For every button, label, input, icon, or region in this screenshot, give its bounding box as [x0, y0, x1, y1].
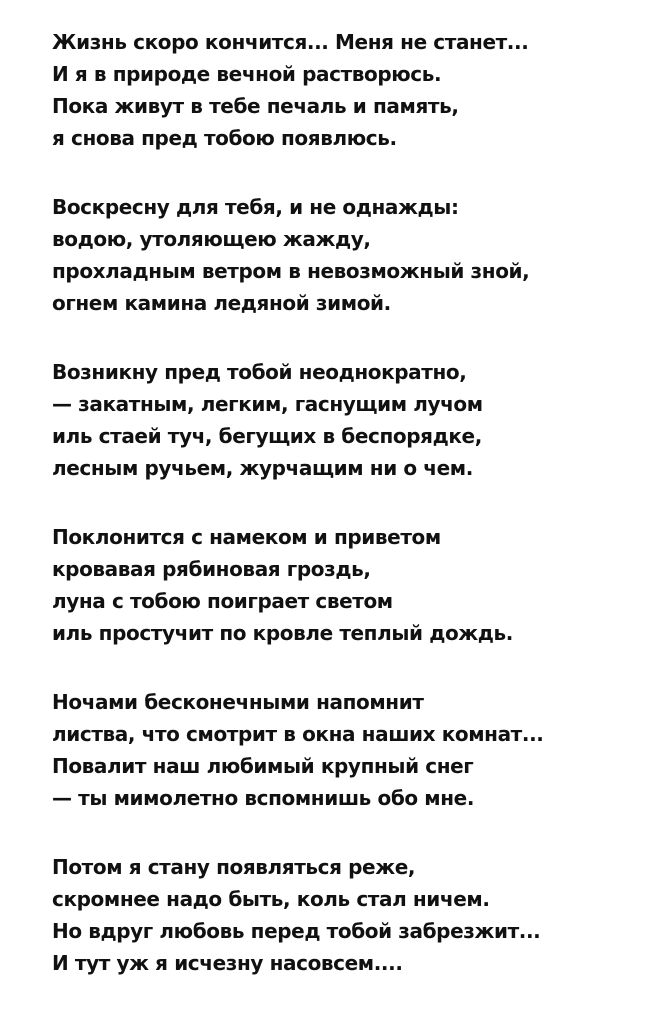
- poem-line: лесным ручьем, журчащим ни о чем.: [52, 456, 473, 480]
- stanza-5: [52, 686, 642, 814]
- poem-line: иль стаей туч, бегущих в беспорядке,: [52, 424, 482, 448]
- stanza-6: [52, 851, 642, 979]
- poem-line: Ночами бесконечными напомнит: [52, 690, 424, 714]
- poem-line: Но вдруг любовь перед тобой забрезжит...: [52, 919, 541, 943]
- poem-line: Пока живут в тебе печаль и память,: [52, 94, 459, 118]
- poem-line: иль простучит по кровле теплый дождь.: [52, 621, 513, 645]
- poem-line: скромнее надо быть, коль стал ничем.: [52, 887, 490, 911]
- poem-line: водою, утоляющею жажду,: [52, 227, 371, 251]
- poem-line: И тут уж я исчезну насовсем....: [52, 951, 403, 975]
- poem-line: Потом я стану появляться реже,: [52, 855, 416, 879]
- poem-line: Возникну пред тобой неоднократно,: [52, 360, 467, 384]
- poem-line: листва, что смотрит в окна наших комнат...: [52, 722, 544, 746]
- poem-line: Повалит наш любимый крупный снег: [52, 754, 474, 778]
- poem-line: я снова пред тобою появлюсь.: [52, 126, 397, 150]
- poem-line: — ты мимолетно вспомнишь обо мне.: [52, 786, 475, 810]
- poem-line: прохладным ветром в невозможный зной,: [52, 259, 530, 283]
- stanza-1: [52, 26, 642, 154]
- poem-line: огнем камина ледяной зимой.: [52, 291, 391, 315]
- poem-line: Жизнь скоро кончится... Меня не станет...: [52, 30, 529, 54]
- stanza-2: [52, 191, 642, 319]
- poem-line: луна с тобою поиграет светом: [52, 589, 393, 613]
- poem-line: И я в природе вечной растворюсь.: [52, 62, 442, 86]
- poem-line: кровавая рябиновая гроздь,: [52, 557, 371, 581]
- stanza-4: [52, 521, 642, 649]
- poem-line: Воскресну для тебя, и не однажды:: [52, 195, 459, 219]
- poem-text: [52, 26, 642, 1016]
- stanza-3: [52, 356, 642, 484]
- poem-line: — закатным, легким, гаснущим лучом: [52, 392, 483, 416]
- poem-line: Поклонится с намеком и приветом: [52, 525, 441, 549]
